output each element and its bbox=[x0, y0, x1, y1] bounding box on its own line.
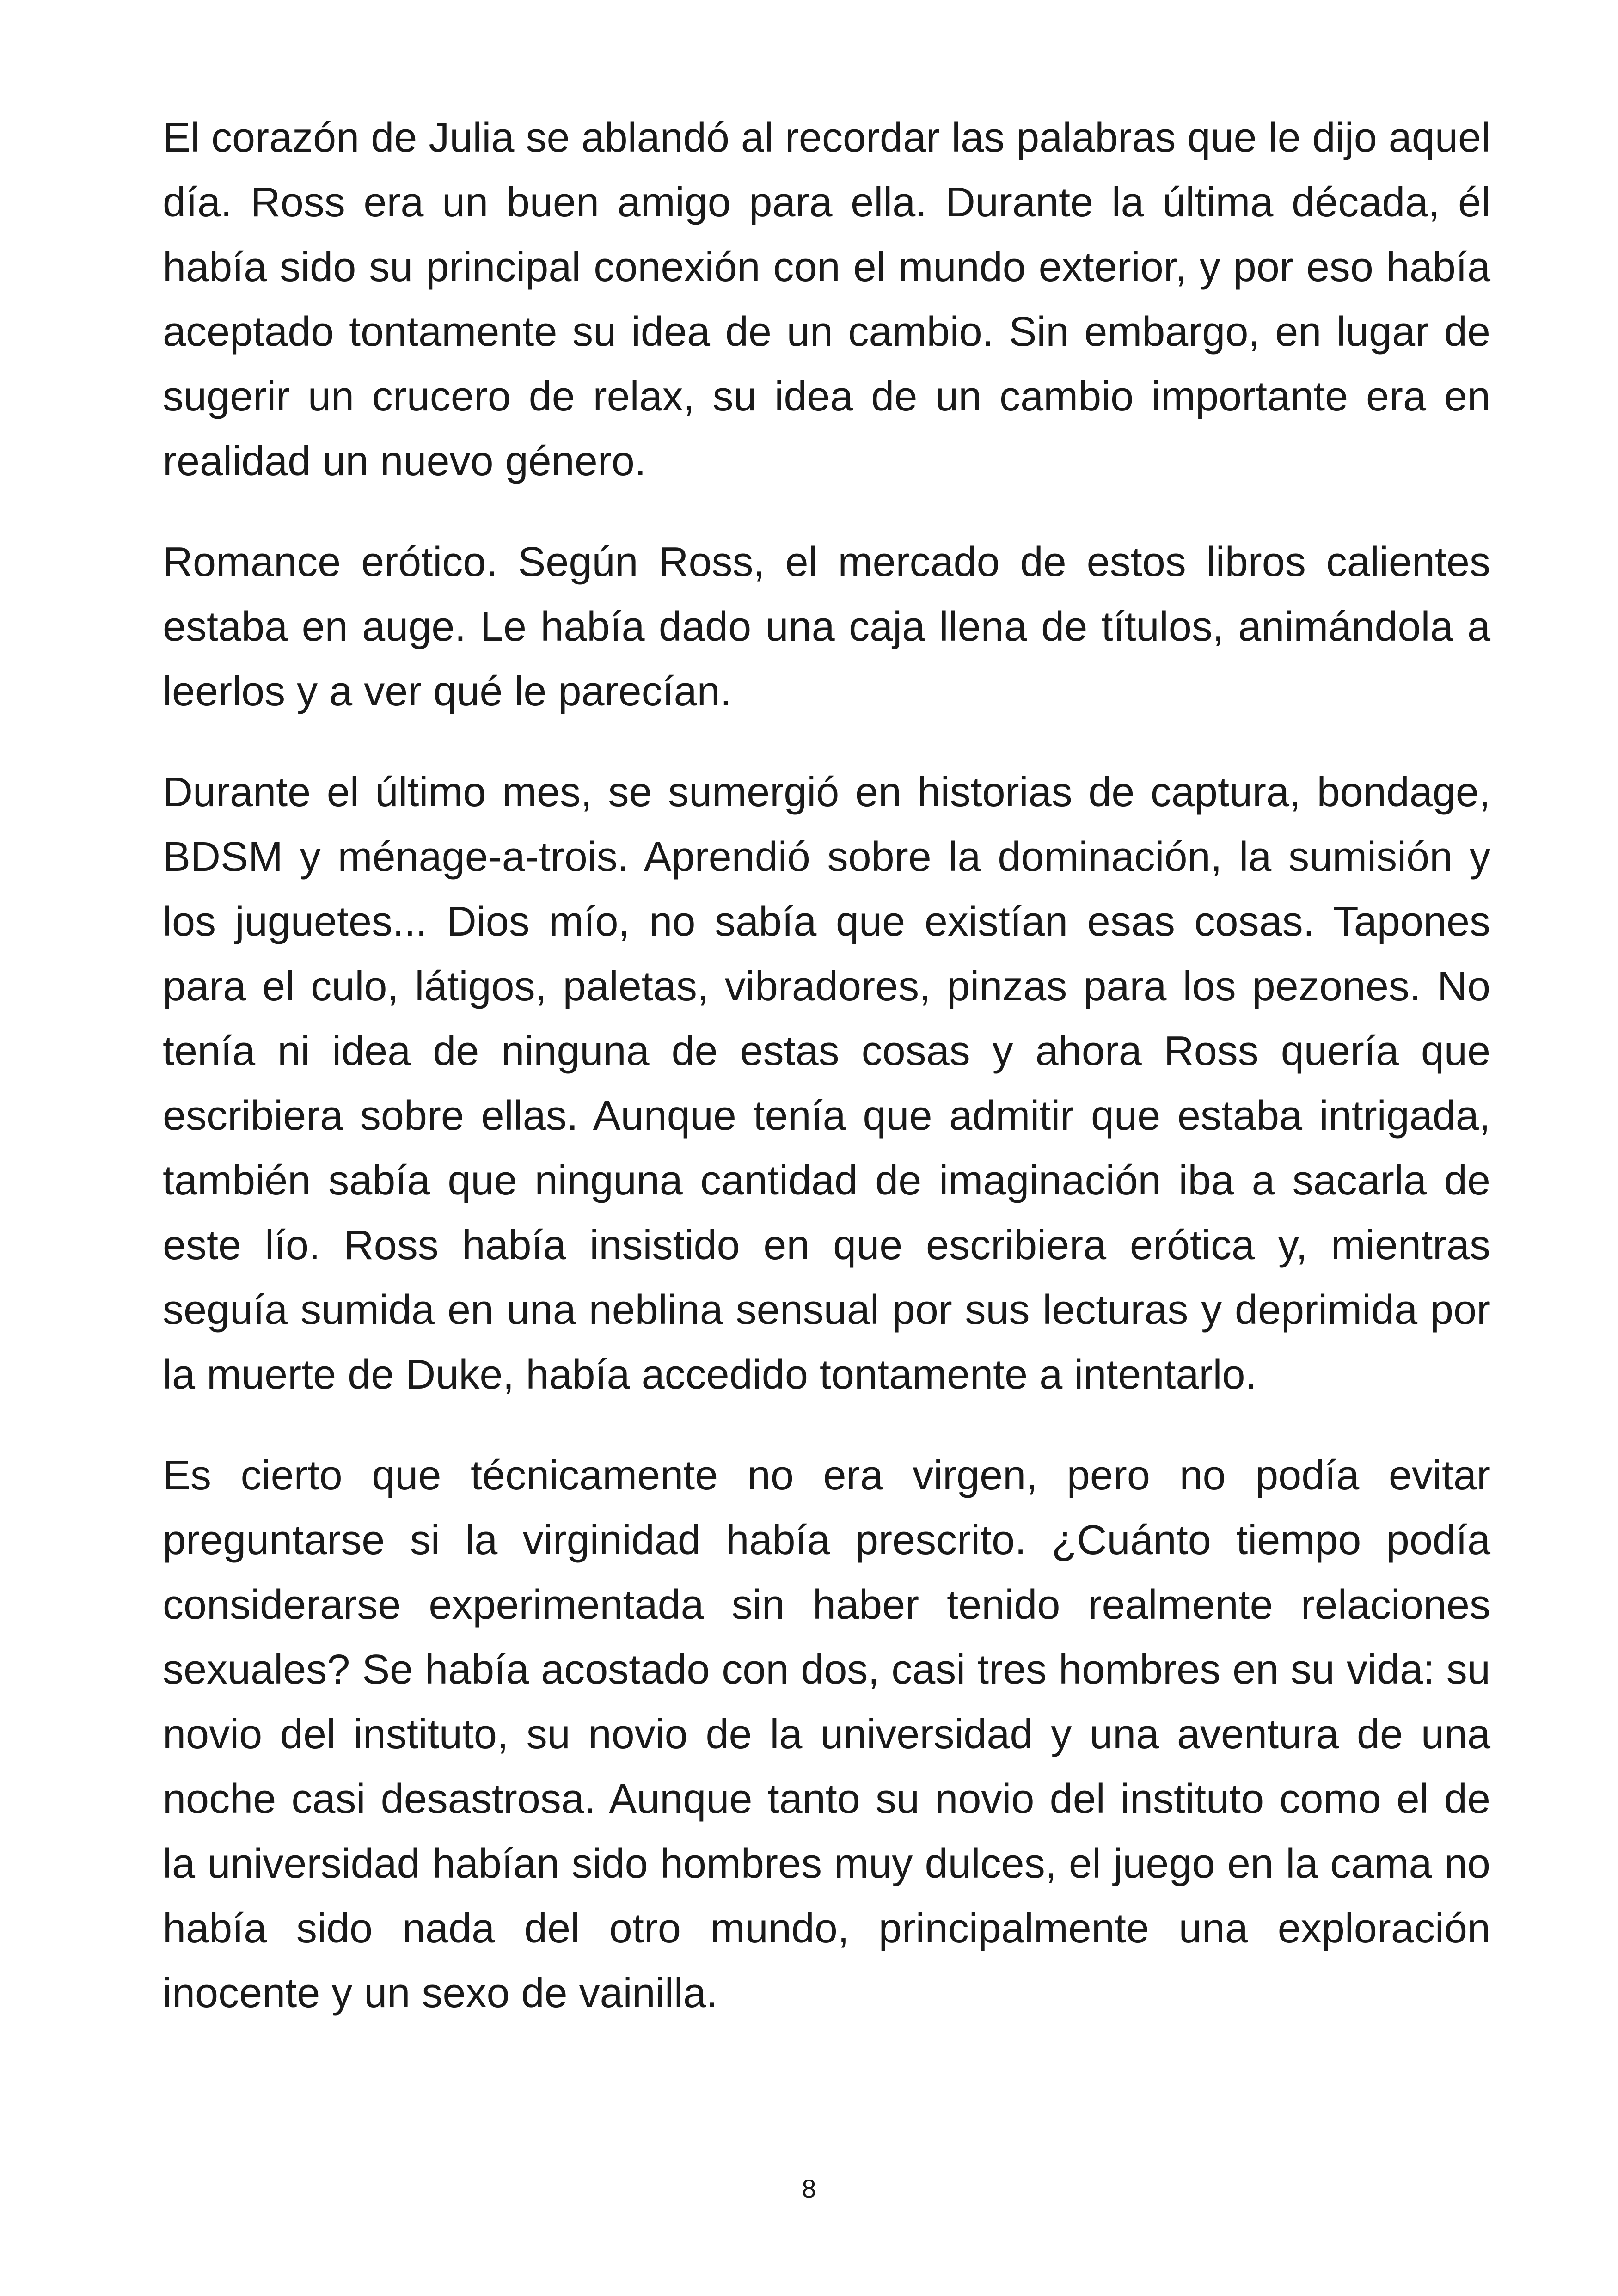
paragraph-4: Es cierto que técnicamente no era virgen, pero no podía evitar preguntarse si la virginidad había prescrito. ¿Cuánto tiempo podía considerarse experimentada sin haber tenido realmente relaciones sexuales? Se había acostado con dos, casi tres hombres en su vida: su novio del instituto, su novio de la universidad y una aventura de una noche casi desastrosa. Aunque tanto su novio del instituto como el de la universidad habían sido hombres muy dulces, el juego en la cama no había sido nada del otro mundo, principalmente una exploración inocente y un sexo de vainilla. bbox=[163, 1452, 1490, 2016]
paragraph-3: Durante el último mes, se sumergió en historias de captura, bondage, BDSM y ménage-a-trois. Aprendió sobre la dominación, la sumisión y los juguetes... Dios mío, no sabía que existían esas cosas. Tapones para el culo, látigos, paletas, vibradores, pinzas para los pezones. No tenía ni idea de ninguna de estas cosas y ahora Ross quería que escribiera sobre ellas. Aunque tenía que admitir que estaba intrigada, también sabía que ninguna cantidad de imaginación iba a sacarla de este lío. Ross había insistido en que escribiera erótica y, mientras seguía sumida en una neblina sensual por sus lecturas y deprimida por la muerte de Duke, había accedido tontamente a intentarlo. bbox=[163, 769, 1490, 1398]
paragraph-2: Romance erótico. Según Ross, el mercado de estos libros calientes estaba en auge. Le había dado una caja llena de títulos, animándola a leerlos y a ver qué le parecían. bbox=[163, 539, 1490, 715]
page-number: 8 bbox=[802, 2174, 816, 2203]
body-text bbox=[163, 105, 1490, 2062]
paragraph-1: El corazón de Julia se ablandó al recordar las palabras que le dijo aquel día. Ross era un buen amigo para ella. Durante la última década, él había sido su principal conexión con el mundo exterior, y por eso había aceptado tontamente su idea de un cambio. Sin embargo, en lugar de sugerir un crucero de relax, su idea de un cambio importante era en realidad un nuevo género. bbox=[163, 115, 1490, 484]
